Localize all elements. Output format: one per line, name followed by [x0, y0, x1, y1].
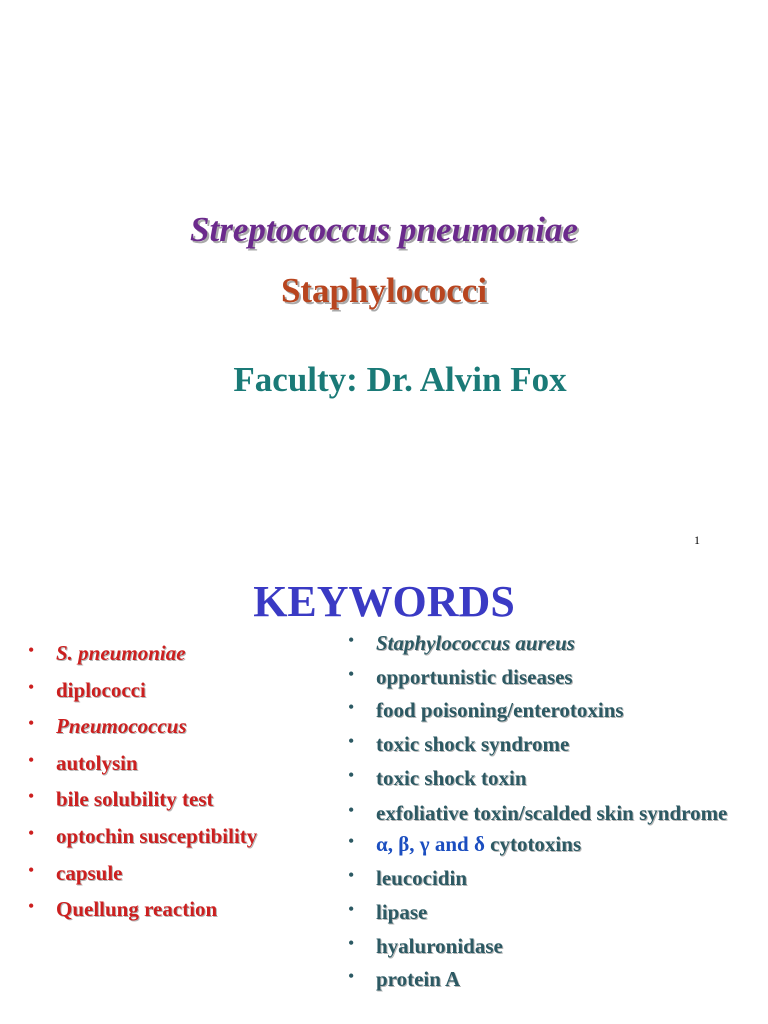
keywords-heading: KEYWORDS [253, 577, 515, 626]
greek-letters: α, β, γ and δ [376, 832, 485, 857]
bullet-icon: • [348, 800, 355, 821]
bullet-icon: • [348, 630, 355, 650]
list-item: • S. pneumoniae [28, 640, 186, 665]
right-keyword-list [346, 632, 761, 1002]
title-streptococcus: Streptococcus pneumoniae [190, 210, 578, 249]
bullet-icon: • [348, 966, 355, 987]
list-item: • hyaluronidase [348, 932, 503, 958]
bullet-icon: • [28, 640, 35, 660]
bullet-icon: • [28, 822, 35, 843]
title-staphylococci: Staphylococci [280, 271, 488, 310]
list-item: • α, β, γ and δ cytotoxins [348, 831, 582, 857]
list-item: • optochin susceptibility [28, 822, 258, 848]
bullet-icon: • [28, 896, 35, 917]
left-keyword-list [26, 642, 336, 935]
bullet-icon: • [348, 865, 355, 886]
list-item: • leucocidin [348, 865, 468, 891]
bullet-icon: • [28, 859, 35, 880]
list-item: • capsule [28, 859, 123, 885]
bullet-icon: • [28, 676, 35, 697]
slide-2 [0, 576, 768, 1024]
list-item: • Staphylococcus aureus [348, 630, 575, 655]
list-item: • toxic shock toxin [348, 764, 527, 790]
bullet-icon: • [348, 731, 355, 752]
bullet-icon: • [348, 697, 355, 718]
list-item: • toxic shock syndrome [348, 731, 570, 757]
bullet-icon: • [348, 764, 355, 785]
list-item: • diplococci [28, 676, 146, 702]
page-number: 1 [694, 533, 700, 547]
bullet-icon: • [28, 713, 35, 734]
list-item: • exfoliative toxin/scalded skin syndrome [346, 800, 761, 826]
list-item: • opportunistic diseases [348, 663, 573, 689]
faculty-line: Faculty: Dr. Alvin Fox [233, 360, 567, 399]
bullet-icon: • [348, 898, 355, 919]
list-item: • bile solubility test [28, 786, 214, 812]
list-item: • autolysin [28, 749, 138, 775]
list-item: • Quellung reaction [28, 896, 218, 922]
list-item: • food poisoning/enterotoxins [348, 697, 624, 723]
bullet-icon: • [348, 831, 355, 852]
list-item: • lipase [348, 898, 428, 924]
bullet-icon: • [28, 786, 35, 807]
list-item: • protein A [348, 966, 461, 992]
bullet-icon: • [348, 663, 355, 684]
bullet-icon: • [28, 749, 35, 770]
list-item: • Pneumococcus [28, 713, 187, 739]
bullet-icon: • [348, 932, 355, 953]
